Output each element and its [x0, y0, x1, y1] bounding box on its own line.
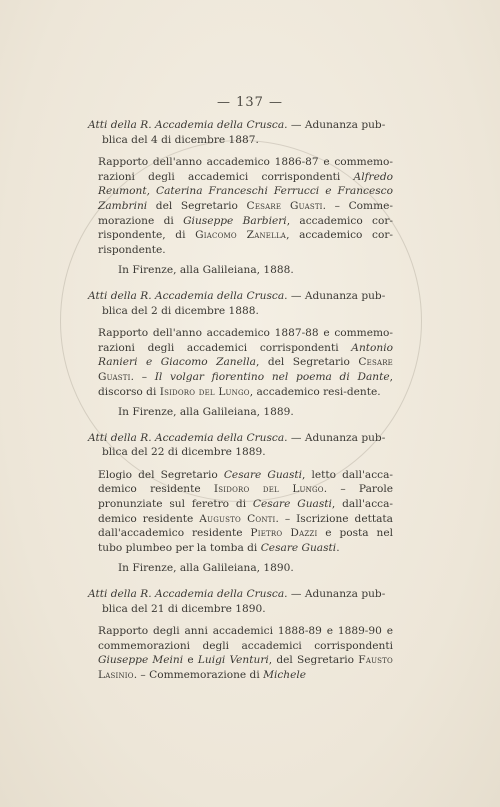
entry-heading-rest: — Adunanza pub-: [287, 289, 386, 302]
body-text: , accademico resi-dente.: [249, 385, 381, 398]
body-text: . – Parole pronunziate sul feretro di: [98, 483, 393, 511]
body-text: . –: [130, 370, 155, 383]
italic-text: Giuseppe Meini: [98, 654, 184, 667]
body-text: del Segretario: [147, 199, 247, 212]
body-text: . – Commemorazione di: [133, 669, 264, 681]
page-number: — 137 —: [216, 95, 284, 110]
body-text: . – Iscrizione dettata dall'accademico residente: [98, 512, 393, 540]
body-text: Rapporto degli anni accademici 1888-89 e 1889-90 e commemorazioni degli accademici corrispondenti: [98, 625, 393, 652]
body-text: , del Segretario: [268, 654, 359, 667]
italic-text: Giuseppe Barbieri: [183, 214, 287, 227]
body-text: , discorso di: [98, 370, 393, 398]
italic-text: Cesare Guasti: [252, 498, 332, 511]
entry-imprint: In Firenze, alla Galileiana, 1889.: [118, 406, 294, 419]
small-caps-name: Isidoro del Lungo: [159, 385, 250, 398]
body-text: . – Comme-morazione di: [98, 199, 393, 227]
entry-title: Atti della R. Accademia della Crusca.: [88, 289, 288, 302]
small-caps-name: Fausto Lasinio: [98, 654, 393, 681]
italic-text: Cesare Guasti: [260, 541, 337, 554]
entry-heading: [88, 289, 393, 318]
entry-date: blica del 4 di dicembre 1887.: [102, 133, 259, 146]
entry-heading: [88, 431, 393, 460]
italic-text: Alfredo Reumont, Caterina Franceschi Ferrucci e Francesco Zambrini: [98, 170, 393, 212]
small-caps-name: Cesare Guasti: [98, 356, 393, 383]
bibliography-entry: [88, 289, 393, 420]
entry-date: blica del 22 di dicembre 1889.: [102, 446, 266, 459]
entry-imprint: In Firenze, alla Galileiana, 1890.: [118, 562, 294, 575]
body-text: e: [183, 654, 198, 667]
body-text: .: [336, 541, 340, 554]
body-text: Elogio del Segretario: [98, 468, 224, 481]
bibliography-entry: [88, 118, 393, 278]
entry-heading-rest: — Adunanza pub-: [287, 119, 386, 131]
italic-text: Il volgar fiorentino nel poema di Dante: [154, 370, 390, 383]
italic-text: Michele: [263, 669, 307, 681]
small-caps-name: Augusto Conti: [199, 512, 276, 525]
entry-date: blica del 21 di dicembre 1890.: [102, 602, 266, 615]
entry-heading-rest: — Adunanza pub-: [287, 588, 386, 601]
small-caps-name: Giacomo Zanella: [195, 229, 287, 242]
body-text: , accademico cor-rispondente.: [98, 229, 394, 256]
small-caps-name: Pietro Dazzi: [250, 527, 318, 540]
entry-body: [88, 326, 393, 399]
bibliography-entry: [88, 587, 393, 683]
italic-text: Cesare Guasti: [223, 468, 303, 481]
bibliography-entry: [88, 431, 393, 576]
entry-body: [88, 155, 393, 257]
small-caps-name: Isidoro del Lungo: [213, 483, 324, 496]
body-text: , dall'acca-demico residente: [98, 498, 393, 525]
italic-text: Antonio Ranieri e Giacomo Zanella: [98, 341, 393, 369]
body-text: e posta nel tubo plumbeo per la tomba di: [98, 527, 393, 554]
body-text: , accademico cor-rispondente, di: [98, 214, 393, 242]
entry-title: Atti della R. Accademia della Crusca.: [88, 119, 288, 131]
entry-heading-rest: — Adunanza pub-: [287, 431, 386, 444]
entry-body: [88, 468, 393, 556]
body-text: Rapporto dell'anno accademico 1886-87 e commemo-razioni degli accademici corrispondenti: [98, 156, 393, 183]
entry-body: [88, 624, 393, 682]
body-text: Rapporto dell'anno accademico 1887-88 e commemo-razioni degli accademici corrispondenti: [98, 327, 393, 354]
entry-heading: [88, 118, 393, 147]
entry-imprint: In Firenze, alla Galileiana, 1888.: [118, 264, 294, 277]
body-text: , letto dall'acca-demico residente: [98, 468, 394, 496]
entry-heading: [88, 587, 393, 616]
italic-text: Luigi Venturi: [197, 654, 269, 667]
entry-title: Atti della R. Accademia della Crusca.: [88, 431, 288, 444]
entry-title: Atti della R. Accademia della Crusca.: [88, 588, 288, 601]
body-text: , del Segretario: [256, 356, 359, 369]
entry-date: blica del 2 di dicembre 1888.: [102, 304, 259, 317]
bibliography-list: [88, 118, 393, 694]
small-caps-name: Cesare Guasti: [246, 199, 323, 212]
